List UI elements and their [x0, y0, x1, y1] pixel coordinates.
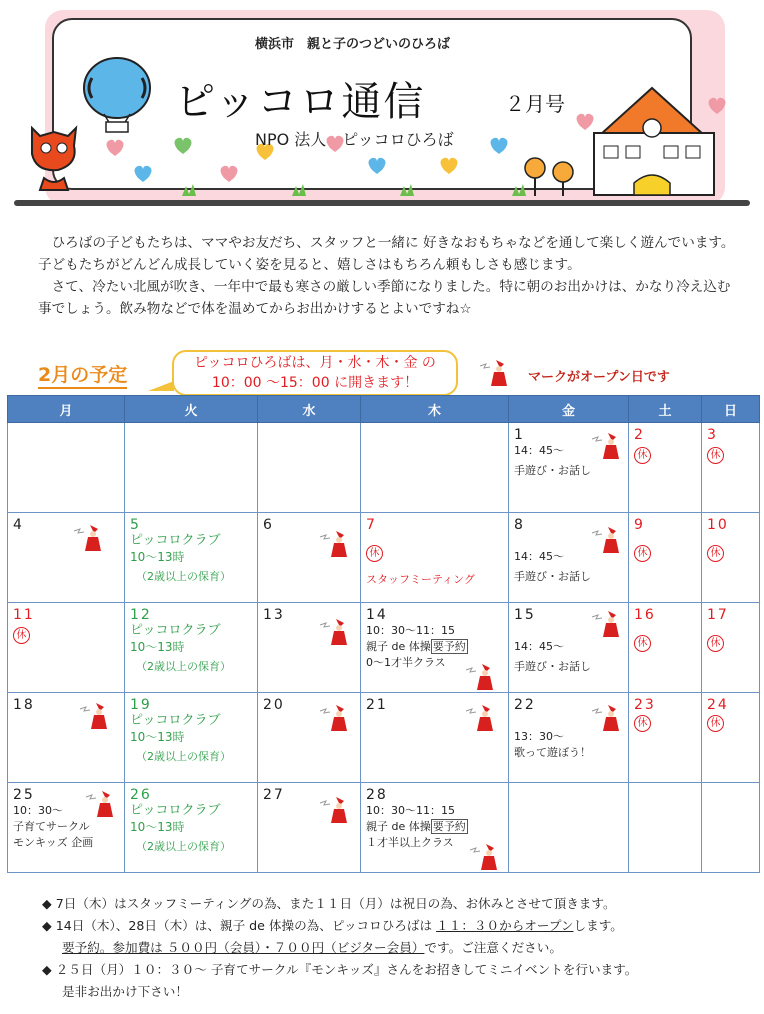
day-cell-17	[702, 603, 760, 693]
day-number: 25	[13, 787, 35, 803]
school-icon	[594, 88, 714, 195]
intro-paragraph-2: さて、冷たい北風が吹き、一年中で最も寒さの厳しい季節になりました。特に朝のお出かけは、かなり冷え込む事でしょう。飲み物などで体を温めてからお出かけするとよいですね☆	[38, 279, 731, 317]
day-cell-4	[8, 513, 125, 603]
callout-line-2: 10：00 ～15：00 に開きます！	[211, 375, 419, 391]
day-cell-6	[258, 513, 361, 603]
day-cell-26	[125, 783, 258, 873]
closed-mark: 休	[13, 627, 30, 644]
intro-paragraph-1: ひろばの子どもたちは、ママやお友だち、スタッフと一緒に 好きなおもちゃなどを通して楽しく遊んでいます。子どもたちがどんどん成長していく姿を見ると、嬉しさはもちろん頼もしさも感じます。	[38, 235, 735, 273]
day-cell-11	[8, 603, 125, 693]
club-time: 10～13時	[130, 820, 185, 834]
santa-icon	[590, 523, 624, 553]
weekday-tue: 火	[125, 396, 258, 423]
reservation-required: 要予約	[432, 640, 466, 653]
closed-mark: 休	[707, 715, 724, 732]
day-number: 22	[514, 697, 536, 713]
event-title: 手遊び・お話し	[514, 660, 591, 673]
day-cell-5	[125, 513, 258, 603]
weekday-header	[8, 396, 760, 423]
closed-mark: 休	[366, 545, 383, 562]
event-time: 14：45～	[514, 444, 564, 457]
day-number: 24	[707, 697, 729, 713]
opening-hours-callout	[172, 350, 458, 396]
day-number: 9	[634, 517, 645, 533]
reservation-required: 要予約	[432, 820, 466, 833]
callout-pointer	[148, 381, 174, 391]
week-row	[8, 603, 760, 693]
santa-icon	[478, 356, 512, 386]
class-name: １才半以上クラス	[366, 836, 454, 849]
santa-icon	[468, 840, 502, 870]
santa-icon	[72, 521, 106, 551]
note-3-a: 要予約。参加費は ５００円（会員）・７００円（ビジター会員）	[62, 940, 425, 955]
santa-icon	[318, 527, 352, 557]
weekday-sat: 土	[629, 396, 702, 423]
weekday-mon: 月	[8, 396, 125, 423]
week-row	[8, 513, 760, 603]
santa-icon	[590, 701, 624, 731]
club-time: 10～13時	[130, 730, 185, 744]
day-cell-12	[125, 603, 258, 693]
weekday-thu: 木	[361, 396, 509, 423]
weekday-wed: 水	[258, 396, 361, 423]
day-number: 4	[13, 517, 24, 533]
note-3-b: です。ご注意ください。	[424, 940, 562, 955]
day-cell-19	[125, 693, 258, 783]
note-4: ◆ ２５日（月）１０：３０～ 子育てサークル『モンキッズ』さんをお招きしてミニイベントを行います。	[42, 962, 638, 977]
santa-icon	[318, 793, 352, 823]
closed-mark: 休	[634, 447, 651, 464]
santa-icon	[464, 701, 498, 731]
day-cell-15	[509, 603, 629, 693]
day-cell-16	[629, 603, 702, 693]
day-number: 18	[13, 697, 35, 713]
day-number: 28	[366, 787, 388, 803]
closed-mark: 休	[707, 635, 724, 652]
closed-mark: 休	[707, 447, 724, 464]
red-cat-icon	[32, 128, 76, 190]
ground-line	[14, 200, 750, 206]
day-number: 15	[514, 607, 536, 623]
event-time: 10：30～11：15	[366, 804, 455, 817]
day-number: 2	[634, 427, 645, 443]
day-cell-25	[8, 783, 125, 873]
club-name: ピッコロクラブ	[130, 803, 221, 818]
santa-icon	[318, 615, 352, 645]
day-cell-empty	[361, 423, 509, 513]
event-time: 14：45～	[514, 640, 564, 653]
header-subtitle: 横浜市 親と子のつどいのひろば	[255, 37, 451, 52]
club-name: ピッコロクラブ	[130, 533, 221, 548]
day-cell-2	[629, 423, 702, 513]
day-cell-empty	[509, 783, 629, 873]
weekday-sun: 日	[702, 396, 760, 423]
event-time: 10：30～11：15	[366, 624, 455, 637]
day-number: 1	[514, 427, 525, 443]
day-cell-9	[629, 513, 702, 603]
week-row	[8, 693, 760, 783]
day-number: 3	[707, 427, 718, 443]
day-number: 11	[13, 607, 35, 623]
day-cell-1	[509, 423, 629, 513]
day-cell-24	[702, 693, 760, 783]
note-2	[42, 915, 752, 937]
note-2-b: １１：３０からオープン	[436, 918, 574, 933]
day-number: 5	[130, 517, 141, 533]
weekday-fri: 金	[509, 396, 629, 423]
event-time: 10：30～	[13, 804, 63, 817]
notes-section	[42, 893, 752, 1003]
day-cell-empty	[125, 423, 258, 513]
santa-icon	[590, 429, 624, 459]
day-cell-27	[258, 783, 361, 873]
club-time: 10～13時	[130, 550, 185, 564]
day-cell-23	[629, 693, 702, 783]
day-number: 19	[130, 697, 152, 713]
club-note: （2歳以上の保育）	[136, 840, 231, 853]
event-title: 子育てサークル	[13, 820, 90, 833]
day-number: 16	[634, 607, 656, 623]
day-cell-3	[702, 423, 760, 513]
day-number: 17	[707, 607, 729, 623]
day-number: 12	[130, 607, 152, 623]
intro-text	[38, 232, 738, 320]
day-cell-13	[258, 603, 361, 693]
event-title	[366, 819, 503, 835]
day-number: 20	[263, 697, 285, 713]
day-cell-20	[258, 693, 361, 783]
event-subtitle: モンキッズ 企画	[13, 836, 94, 849]
day-cell-empty	[258, 423, 361, 513]
santa-icon	[318, 701, 352, 731]
note-2-c: します。	[573, 918, 623, 933]
day-cell-empty	[8, 423, 125, 513]
day-number: 10	[707, 517, 729, 533]
calendar-table	[7, 395, 760, 873]
mushroom-icons	[525, 158, 573, 196]
event-title-a: 親子 de 体操	[366, 640, 431, 653]
callout-line-1: ピッコロひろばは、月・水・木・金 の	[194, 355, 436, 371]
day-cell-22	[509, 693, 629, 783]
event-title: 手遊び・お話し	[514, 464, 591, 477]
closed-mark: 休	[634, 715, 651, 732]
week-row	[8, 783, 760, 873]
club-note: （2歳以上の保育）	[136, 750, 231, 763]
day-number: 23	[634, 697, 656, 713]
balloon-icon	[84, 58, 150, 132]
note-5: 是非お出かけ下さい！	[62, 984, 188, 999]
page-title: ピッコロ通信	[175, 79, 426, 125]
event-title	[366, 639, 503, 655]
day-cell-21	[361, 693, 509, 783]
event-title: スタッフミーティング	[366, 573, 475, 586]
closed-mark: 休	[634, 635, 651, 652]
day-number: 26	[130, 787, 152, 803]
day-cell-empty	[702, 783, 760, 873]
event-title: 手遊び・お話し	[514, 570, 591, 583]
day-number: 6	[263, 517, 274, 533]
day-number: 27	[263, 787, 285, 803]
day-cell-28	[361, 783, 509, 873]
day-number: 7	[366, 517, 377, 533]
closed-mark: 休	[634, 545, 651, 562]
event-title-a: 親子 de 体操	[366, 820, 431, 833]
day-number: 13	[263, 607, 285, 623]
santa-icon	[84, 787, 118, 817]
open-day-legend: マークがオープン日です	[528, 370, 670, 385]
event-title: 歌って遊ぼう！	[514, 746, 591, 759]
club-time: 10～13時	[130, 640, 185, 654]
club-name: ピッコロクラブ	[130, 713, 221, 728]
note-3	[42, 937, 752, 959]
santa-icon	[590, 607, 624, 637]
day-cell-10	[702, 513, 760, 603]
day-cell-7	[361, 513, 509, 603]
header-banner	[0, 0, 764, 215]
org-name: NPO 法人 ピッコロひろば	[255, 130, 454, 149]
schedule-title: 2月の予定	[38, 360, 127, 389]
day-cell-18	[8, 693, 125, 783]
grass-icons	[182, 184, 526, 196]
day-cell-8	[509, 513, 629, 603]
club-note: （2歳以上の保育）	[136, 570, 231, 583]
day-cell-empty	[629, 783, 702, 873]
issue-label: ２月号	[505, 92, 565, 116]
santa-icon	[78, 699, 112, 729]
event-time: 14：45～	[514, 550, 564, 563]
club-name: ピッコロクラブ	[130, 623, 221, 638]
week-row	[8, 423, 760, 513]
santa-icon	[464, 660, 498, 690]
day-number: 14	[366, 607, 388, 623]
day-number: 8	[514, 517, 525, 533]
class-name: 0～1才半クラス	[366, 656, 446, 669]
day-cell-14	[361, 603, 509, 693]
note-1: ◆ 7日（木）はスタッフミーティングの為、また１１日（月）は祝日の為、お休みとさせて頂きます。	[42, 896, 616, 911]
event-time: 13：30～	[514, 730, 564, 743]
note-2-a: ◆ 14日（木）、28日（木）は、親子 de 体操の為、ピッコロひろばは	[42, 918, 437, 933]
closed-mark: 休	[707, 545, 724, 562]
club-note: （2歳以上の保育）	[136, 660, 231, 673]
day-number: 21	[366, 697, 388, 713]
